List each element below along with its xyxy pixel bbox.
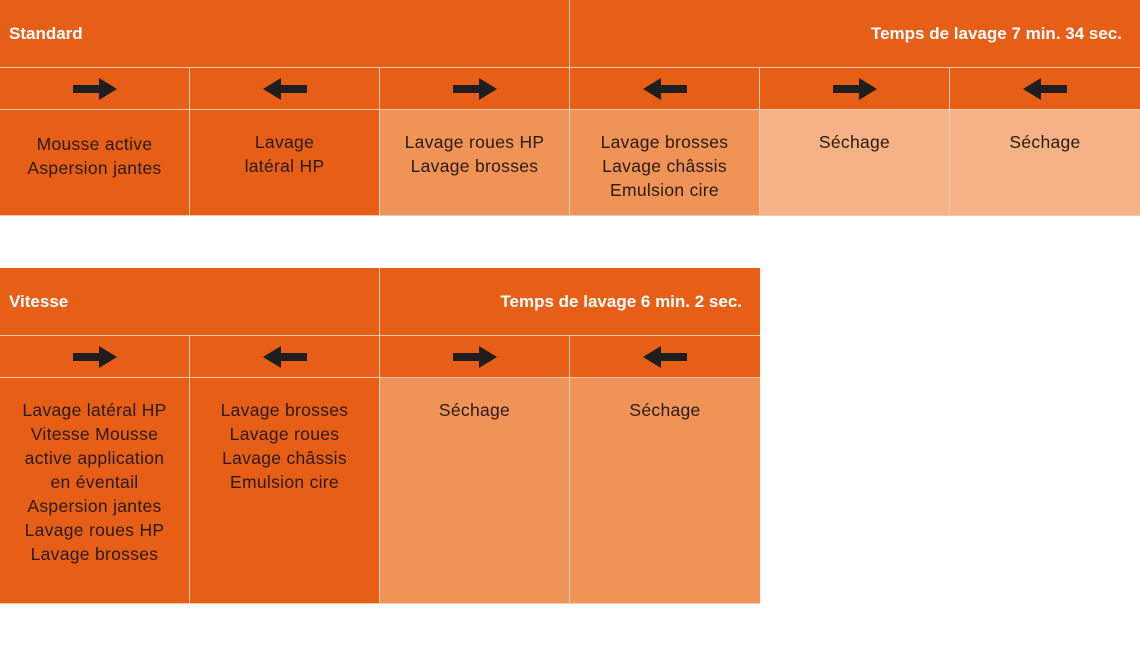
step-line: latéral HP	[244, 156, 325, 176]
step-3	[380, 110, 570, 216]
step-6	[950, 110, 1140, 216]
step-1	[0, 378, 190, 604]
arrow-left-icon	[190, 68, 380, 110]
arrow-right-icon	[0, 336, 190, 378]
step-5	[760, 110, 950, 216]
step-line: Lavage brosses	[410, 156, 539, 176]
program-title: Standard	[0, 0, 570, 68]
step-line: en éventail	[50, 472, 139, 492]
arrow-right-icon	[380, 336, 570, 378]
step-line: Séchage	[629, 400, 701, 420]
step-line: Mousse active	[36, 134, 153, 154]
step-4	[570, 110, 760, 216]
step-line: Lavage roues HP	[404, 132, 545, 152]
arrow-right-icon	[760, 68, 950, 110]
step-line: Lavage latéral HP	[22, 400, 167, 420]
step-line: Lavage brosses	[30, 544, 159, 564]
step-4	[570, 378, 760, 604]
step-line: Séchage	[1009, 132, 1081, 152]
step-1	[0, 110, 190, 216]
arrow-left-icon	[570, 68, 760, 110]
arrow-left-icon	[950, 68, 1140, 110]
step-line: Emulsion cire	[230, 472, 339, 492]
arrow-left-icon	[570, 336, 760, 378]
wash-time: Temps de lavage 7 min. 34 sec.	[570, 0, 1140, 68]
step-line: Séchage	[818, 132, 891, 152]
step-line: Emulsion cire	[610, 180, 719, 200]
vitesse-program-table	[0, 268, 760, 604]
arrow-right-icon	[0, 68, 190, 110]
step-3	[380, 378, 570, 604]
arrow-right-icon	[380, 68, 570, 110]
wash-time: Temps de lavage 6 min. 2 sec.	[380, 268, 760, 336]
step-line: Aspersion jantes	[27, 158, 162, 178]
step-line: Lavage roues HP	[24, 520, 165, 540]
step-line: Vitesse Mousse	[30, 424, 159, 444]
arrow-left-icon	[190, 336, 380, 378]
step-line: Séchage	[438, 400, 511, 420]
step-line: active application	[24, 448, 165, 468]
step-line: Lavage brosses	[220, 400, 349, 420]
step-line: Lavage châssis	[222, 448, 347, 468]
step-line: Lavage	[254, 132, 315, 152]
step-line: Lavage brosses	[600, 132, 729, 152]
standard-program-table	[0, 0, 1140, 216]
step-line: Lavage châssis	[602, 156, 727, 176]
program-title: Vitesse	[0, 268, 380, 336]
step-2	[190, 110, 380, 216]
step-2	[190, 378, 380, 604]
step-line: Lavage roues	[229, 424, 340, 444]
step-line: Aspersion jantes	[27, 496, 162, 516]
